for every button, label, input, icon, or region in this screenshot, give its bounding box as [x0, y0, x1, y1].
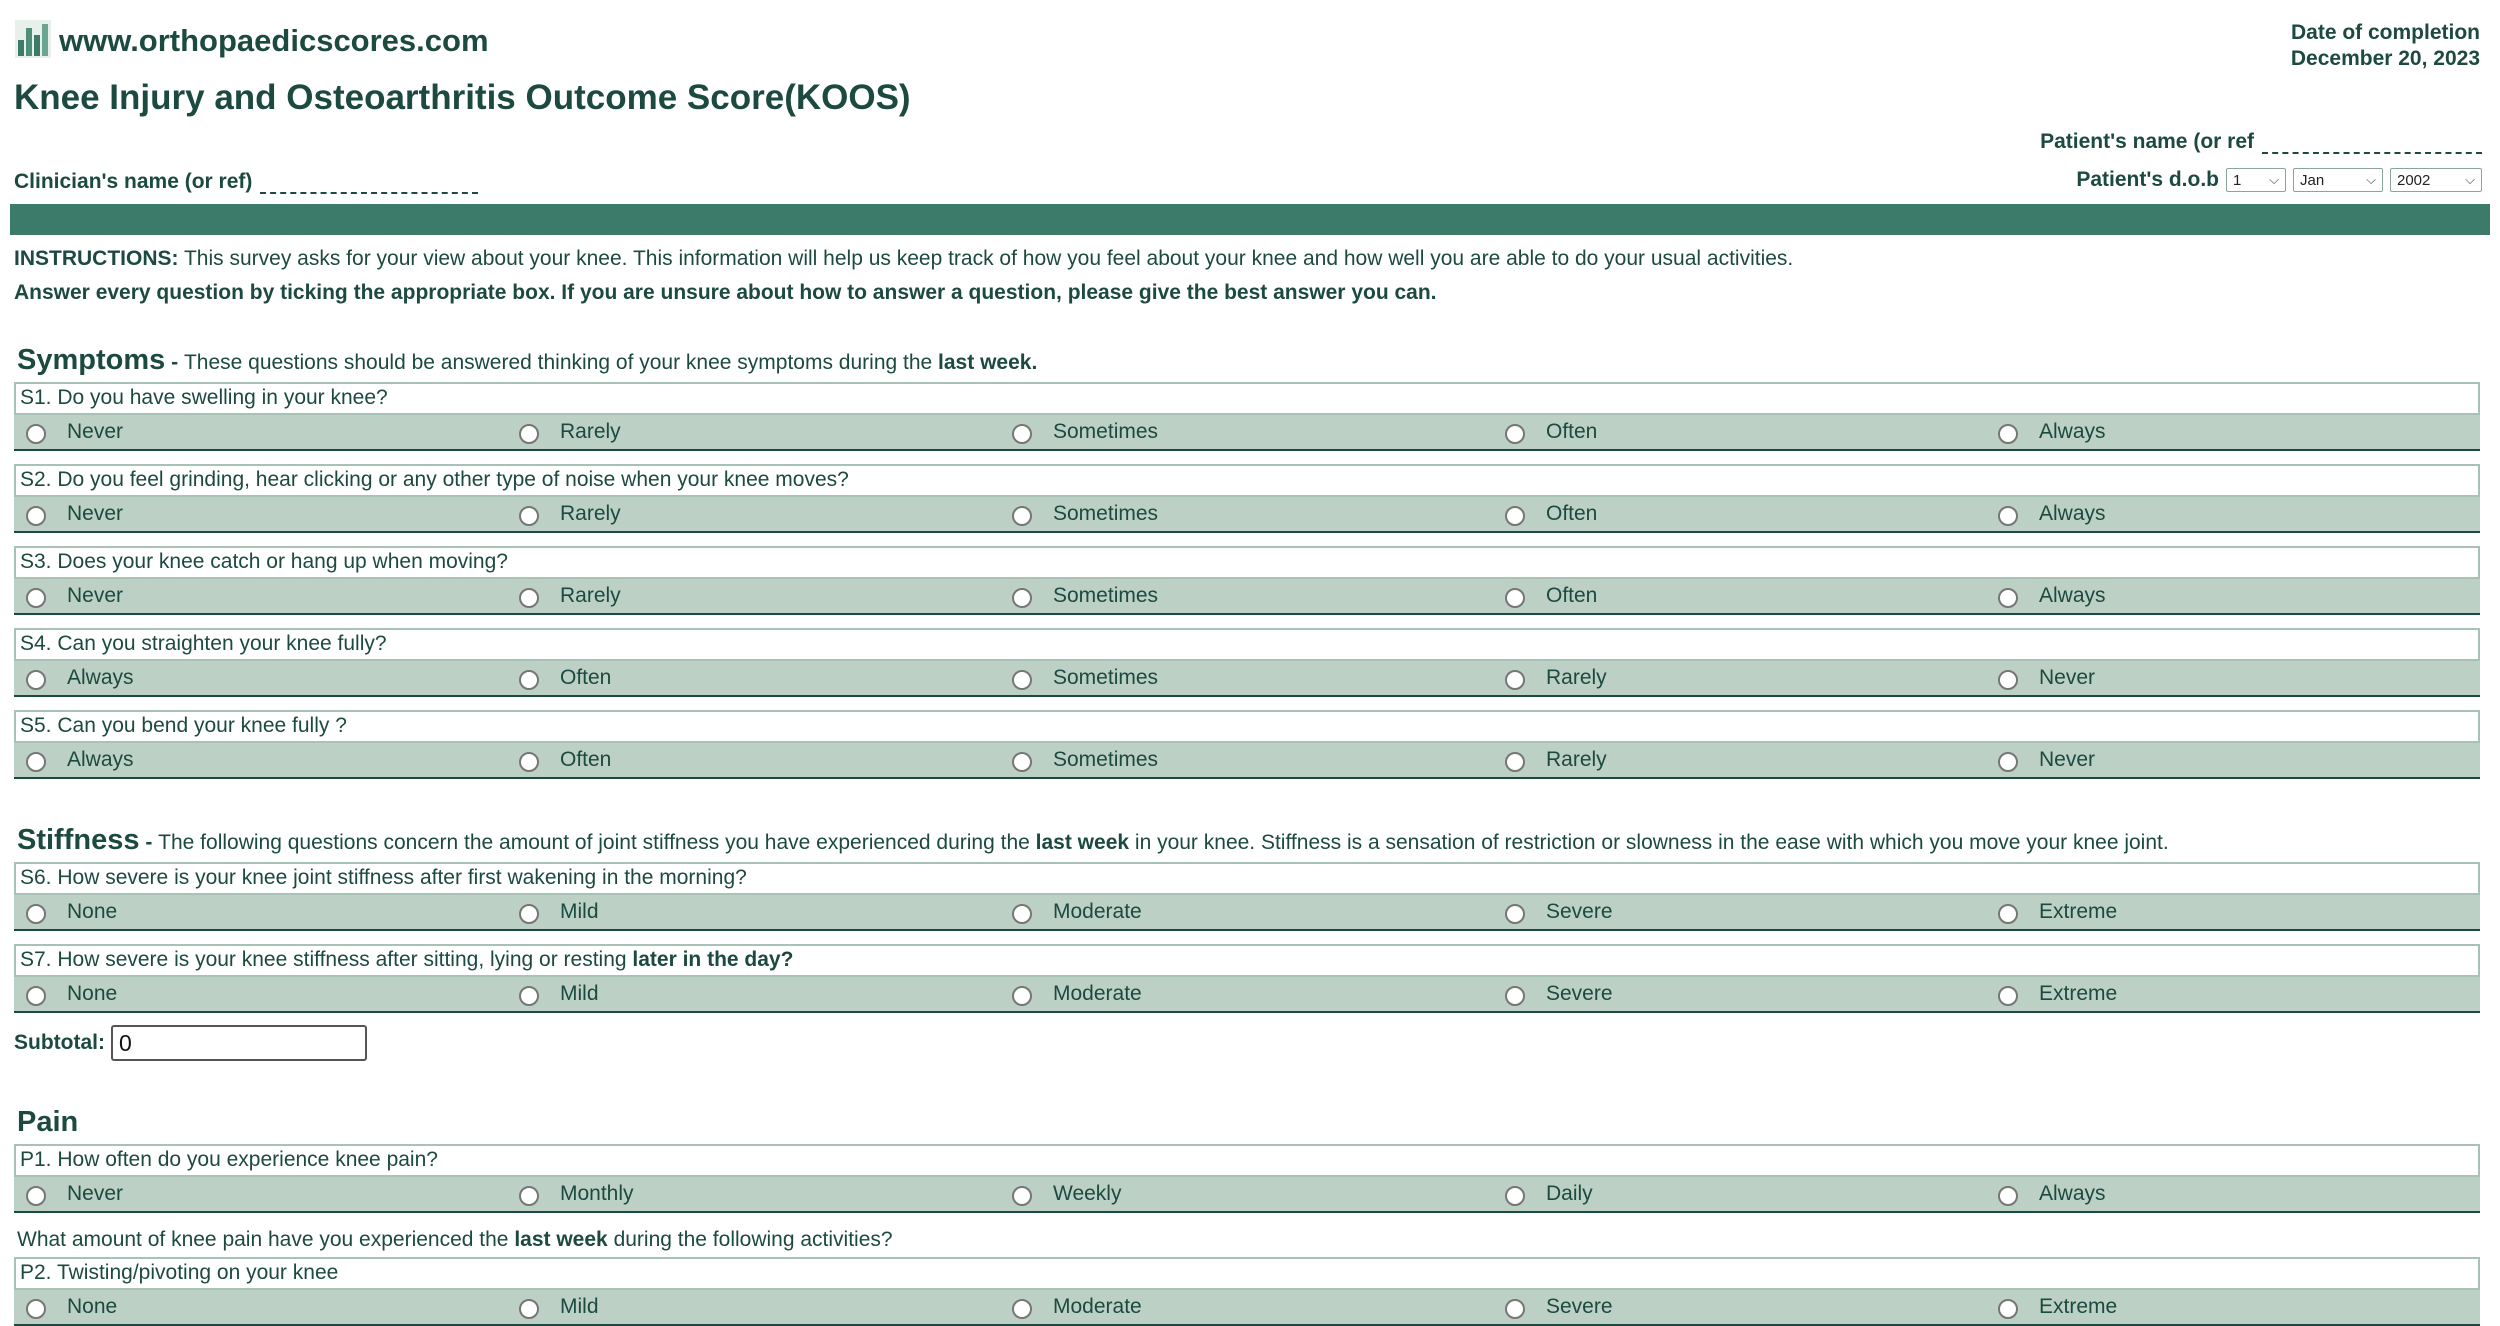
answer-option-label: Sometimes: [1053, 502, 1159, 525]
patient-dob-row: [2076, 168, 2482, 192]
answer-option[interactable]: [1493, 977, 1613, 1011]
answer-option[interactable]: [507, 977, 599, 1011]
answer-option-label: Mild: [560, 900, 599, 923]
answer-option-label: Mild: [560, 1295, 599, 1318]
subtotal-row: [14, 1025, 367, 1061]
subtotal-input[interactable]: 0: [111, 1025, 367, 1061]
answer-option[interactable]: [1493, 895, 1613, 929]
question-s4: [14, 628, 2480, 697]
section-stiffness-heading: Stiffness - The following questions concern the amount of joint stiffness you have experienced during the last week in your knee. Stiffness is a sensation of restriction or slowness in the ease with which you move your knee joint.: [17, 824, 2169, 856]
section-title: Symptoms: [17, 344, 166, 376]
dob-label: Patient's d.o.b: [2076, 168, 2219, 191]
answer-option[interactable]: [14, 1290, 117, 1324]
radio-button[interactable]: [1012, 1299, 1032, 1319]
site-header: [15, 20, 489, 58]
answer-option-label: Often: [1546, 584, 1598, 607]
options-row: [14, 661, 2480, 697]
clinician-name-label: Clinician's name (or ref): [14, 170, 253, 193]
answer-option[interactable]: [14, 497, 123, 531]
question-s6: [14, 862, 2480, 931]
radio-button[interactable]: [1012, 752, 1032, 772]
radio-button[interactable]: [26, 588, 46, 608]
bar-chart-logo-icon: [15, 20, 51, 58]
radio-button[interactable]: [1505, 424, 1525, 444]
answer-option[interactable]: [1493, 415, 1597, 449]
patient-name-label: Patient's name (or ref: [2040, 130, 2254, 153]
answer-option[interactable]: [1986, 895, 2117, 929]
pain-activities-note: What amount of knee pain have you experienced the last week during the following activities?: [17, 1228, 893, 1251]
question-text: S3. Does your knee catch or hang up when moving?: [14, 546, 2480, 579]
radio-button[interactable]: [26, 1299, 46, 1319]
answer-option-label: Severe: [1546, 900, 1613, 923]
answer-option-label: None: [67, 982, 118, 1005]
dob-year-select[interactable]: 2002 ⌵: [2390, 168, 2482, 192]
answer-option-label: Extreme: [2039, 900, 2118, 923]
answer-option[interactable]: [14, 579, 123, 613]
answer-option-label: Never: [67, 1182, 124, 1205]
radio-button[interactable]: [1505, 1186, 1525, 1206]
options-row: [14, 579, 2480, 615]
answer-option[interactable]: [1986, 579, 2106, 613]
section-pain-heading: [17, 1106, 78, 1139]
radio-button[interactable]: [519, 752, 539, 772]
radio-button[interactable]: [1012, 1186, 1032, 1206]
chevron-down-icon: ⌵: [2465, 172, 2475, 187]
answer-option[interactable]: [507, 895, 599, 929]
options-row: [14, 743, 2480, 779]
answer-option-label: Extreme: [2039, 1295, 2118, 1318]
answer-option-label: Rarely: [560, 502, 621, 525]
radio-button[interactable]: [1012, 670, 1032, 690]
answer-option-label: Moderate: [1053, 1295, 1142, 1318]
options-row: [14, 1177, 2480, 1213]
radio-button[interactable]: [1012, 904, 1032, 924]
radio-button[interactable]: [26, 506, 46, 526]
radio-button[interactable]: [26, 1186, 46, 1206]
question-p2: [14, 1257, 2480, 1326]
answer-option[interactable]: [507, 743, 611, 777]
instructions-bold-line: Answer every question by ticking the appropriate box. If you are unsure about how to answer a question, please give the best answer you can.: [14, 281, 1437, 304]
answer-option-label: Severe: [1546, 982, 1613, 1005]
page-title: Knee Injury and Osteoarthritis Outcome Score(KOOS): [14, 78, 911, 117]
answer-option-label: Daily: [1546, 1182, 1593, 1205]
date-value: December 20, 2023: [2290, 47, 2480, 70]
date-label: Date of completion: [2290, 21, 2480, 44]
answer-option[interactable]: [14, 1177, 123, 1211]
answer-option[interactable]: [1986, 415, 2106, 449]
question-s7: [14, 944, 2480, 1013]
radio-button[interactable]: [26, 986, 46, 1006]
dob-month-select[interactable]: Jan ⌵: [2293, 168, 2383, 192]
question-text: S7. How severe is your knee stiffness after sitting, lying or resting later in the day?: [14, 944, 2480, 977]
radio-button[interactable]: [26, 424, 46, 444]
answer-option[interactable]: [1000, 1177, 1121, 1211]
answer-option[interactable]: [1000, 661, 1158, 695]
answer-option-label: Sometimes: [1053, 584, 1159, 607]
answer-option-label: Extreme: [2039, 982, 2118, 1005]
answer-option[interactable]: [1493, 661, 1607, 695]
question-text: S2. Do you feel grinding, hear clicking or any other type of noise when your knee moves?: [14, 464, 2480, 497]
radio-button[interactable]: [519, 670, 539, 690]
clinician-name-row: [14, 168, 478, 194]
answer-option[interactable]: [1000, 579, 1158, 613]
answer-option[interactable]: [1493, 1177, 1593, 1211]
answer-option[interactable]: [1000, 977, 1142, 1011]
answer-option-label: Never: [67, 502, 124, 525]
question-s1: [14, 382, 2480, 451]
instructions-text: This survey asks for your view about your knee. This information will help us keep track of how you feel about your knee and how well you are able to do your usual activities.: [183, 247, 1794, 270]
answer-option[interactable]: [14, 743, 134, 777]
radio-button[interactable]: [1998, 506, 2018, 526]
answer-option[interactable]: [1986, 743, 2095, 777]
answer-option[interactable]: [1000, 497, 1158, 531]
site-url[interactable]: www.orthopaedicscores.com: [59, 23, 489, 58]
radio-button[interactable]: [519, 424, 539, 444]
question-text: S5. Can you bend your knee fully ?: [14, 710, 2480, 743]
answer-option-label: Rarely: [560, 584, 621, 607]
instructions-label: INSTRUCTIONS:: [14, 247, 179, 270]
answer-option[interactable]: [14, 661, 134, 695]
answer-option-label: Severe: [1546, 1295, 1613, 1318]
answer-option[interactable]: [1986, 1290, 2117, 1324]
radio-button[interactable]: [1998, 424, 2018, 444]
radio-button[interactable]: [26, 904, 46, 924]
answer-option-label: Often: [1546, 502, 1598, 525]
radio-button[interactable]: [1505, 1299, 1525, 1319]
answer-option-label: Rarely: [1546, 748, 1607, 771]
header-divider-bar: [10, 204, 2490, 235]
answer-option[interactable]: [1493, 579, 1597, 613]
answer-option-label: Rarely: [560, 420, 621, 443]
answer-option-label: Moderate: [1053, 982, 1142, 1005]
radio-button[interactable]: [1998, 1299, 2018, 1319]
instructions: [14, 242, 1793, 310]
question-text: P1. How often do you experience knee pain?: [14, 1144, 2480, 1177]
radio-button[interactable]: [519, 986, 539, 1006]
radio-button[interactable]: [519, 1299, 539, 1319]
answer-option-label: Always: [2039, 584, 2106, 607]
radio-button[interactable]: [1505, 904, 1525, 924]
radio-button[interactable]: [519, 904, 539, 924]
options-row: [14, 497, 2480, 533]
answer-option-label: Always: [67, 666, 134, 689]
radio-button[interactable]: [519, 506, 539, 526]
options-row: [14, 895, 2480, 931]
answer-option-label: Sometimes: [1053, 748, 1159, 771]
question-s5: [14, 710, 2480, 779]
options-row: [14, 415, 2480, 451]
answer-option-label: Never: [2039, 666, 2096, 689]
answer-option[interactable]: [1986, 977, 2117, 1011]
options-row: [14, 1290, 2480, 1326]
radio-button[interactable]: [1998, 986, 2018, 1006]
answer-option-label: Often: [560, 748, 612, 771]
answer-option[interactable]: [1000, 743, 1158, 777]
question-text: S6. How severe is your knee joint stiffness after first wakening in the morning?: [14, 862, 2480, 895]
answer-option[interactable]: [1986, 1177, 2106, 1211]
answer-option[interactable]: [14, 415, 123, 449]
subtotal-label: Subtotal:: [14, 1031, 105, 1054]
options-row: [14, 977, 2480, 1013]
question-text: S4. Can you straighten your knee fully?: [14, 628, 2480, 661]
clinician-name-field[interactable]: [260, 168, 478, 194]
answer-option[interactable]: [1000, 415, 1158, 449]
answer-option-label: Always: [67, 748, 134, 771]
answer-option[interactable]: [1986, 497, 2106, 531]
patient-name-field[interactable]: [2262, 128, 2482, 154]
answer-option-label: None: [67, 900, 118, 923]
answer-option-label: Always: [2039, 1182, 2106, 1205]
patient-name-row: [2040, 128, 2482, 154]
answer-option[interactable]: [507, 579, 621, 613]
radio-button[interactable]: [26, 752, 46, 772]
radio-button[interactable]: [1505, 588, 1525, 608]
answer-option[interactable]: [1493, 497, 1597, 531]
answer-option-label: Rarely: [1546, 666, 1607, 689]
question-p1: [14, 1144, 2480, 1213]
answer-option-label: Always: [2039, 420, 2106, 443]
answer-option[interactable]: [14, 977, 117, 1011]
answer-option[interactable]: [1493, 743, 1607, 777]
answer-option[interactable]: [1493, 1290, 1613, 1324]
answer-option[interactable]: [507, 415, 621, 449]
radio-button[interactable]: [1012, 506, 1032, 526]
radio-button[interactable]: [1998, 752, 2018, 772]
question-text: S1. Do you have swelling in your knee?: [14, 382, 2480, 415]
radio-button[interactable]: [1505, 986, 1525, 1006]
radio-button[interactable]: [1505, 752, 1525, 772]
answer-option-label: Sometimes: [1053, 420, 1159, 443]
question-s3: [14, 546, 2480, 615]
radio-button[interactable]: [1012, 588, 1032, 608]
radio-button[interactable]: [519, 588, 539, 608]
answer-option[interactable]: [1000, 895, 1142, 929]
radio-button[interactable]: [1998, 588, 2018, 608]
answer-option-label: Weekly: [1053, 1182, 1122, 1205]
answer-option-label: Often: [1546, 420, 1598, 443]
answer-option[interactable]: [507, 497, 621, 531]
dob-day-select[interactable]: 1 ⌵: [2226, 168, 2286, 192]
answer-option-label: Moderate: [1053, 900, 1142, 923]
answer-option[interactable]: [507, 661, 611, 695]
radio-button[interactable]: [26, 670, 46, 690]
answer-option-label: Sometimes: [1053, 666, 1159, 689]
chevron-down-icon: ⌵: [2269, 172, 2279, 187]
answer-option-label: Never: [67, 584, 124, 607]
radio-button[interactable]: [1505, 506, 1525, 526]
answer-option-label: Often: [560, 666, 612, 689]
answer-option-label: Monthly: [560, 1182, 634, 1205]
answer-option-label: Always: [2039, 502, 2106, 525]
section-title: Pain: [17, 1106, 79, 1138]
radio-button[interactable]: [1505, 670, 1525, 690]
answer-option-label: Never: [2039, 748, 2096, 771]
question-text: P2. Twisting/pivoting on your knee: [14, 1257, 2480, 1290]
answer-option-label: None: [67, 1295, 118, 1318]
radio-button[interactable]: [1012, 424, 1032, 444]
answer-option[interactable]: [1000, 1290, 1142, 1324]
answer-option[interactable]: [507, 1177, 634, 1211]
date-of-completion: [2291, 20, 2480, 72]
answer-option[interactable]: [14, 895, 117, 929]
section-symptoms-heading: Symptoms - These questions should be answered thinking of your knee symptoms during the last week.: [17, 344, 1038, 376]
answer-option[interactable]: [1986, 661, 2095, 695]
radio-button[interactable]: [519, 1186, 539, 1206]
section-title: Stiffness: [17, 824, 140, 856]
answer-option-label: Mild: [560, 982, 599, 1005]
radio-button[interactable]: [1012, 986, 1032, 1006]
radio-button[interactable]: [1998, 904, 2018, 924]
radio-button[interactable]: [1998, 1186, 2018, 1206]
chevron-down-icon: ⌵: [2366, 172, 2376, 187]
answer-option-label: Never: [67, 420, 124, 443]
question-s2: [14, 464, 2480, 533]
answer-option[interactable]: [507, 1290, 599, 1324]
radio-button[interactable]: [1998, 670, 2018, 690]
